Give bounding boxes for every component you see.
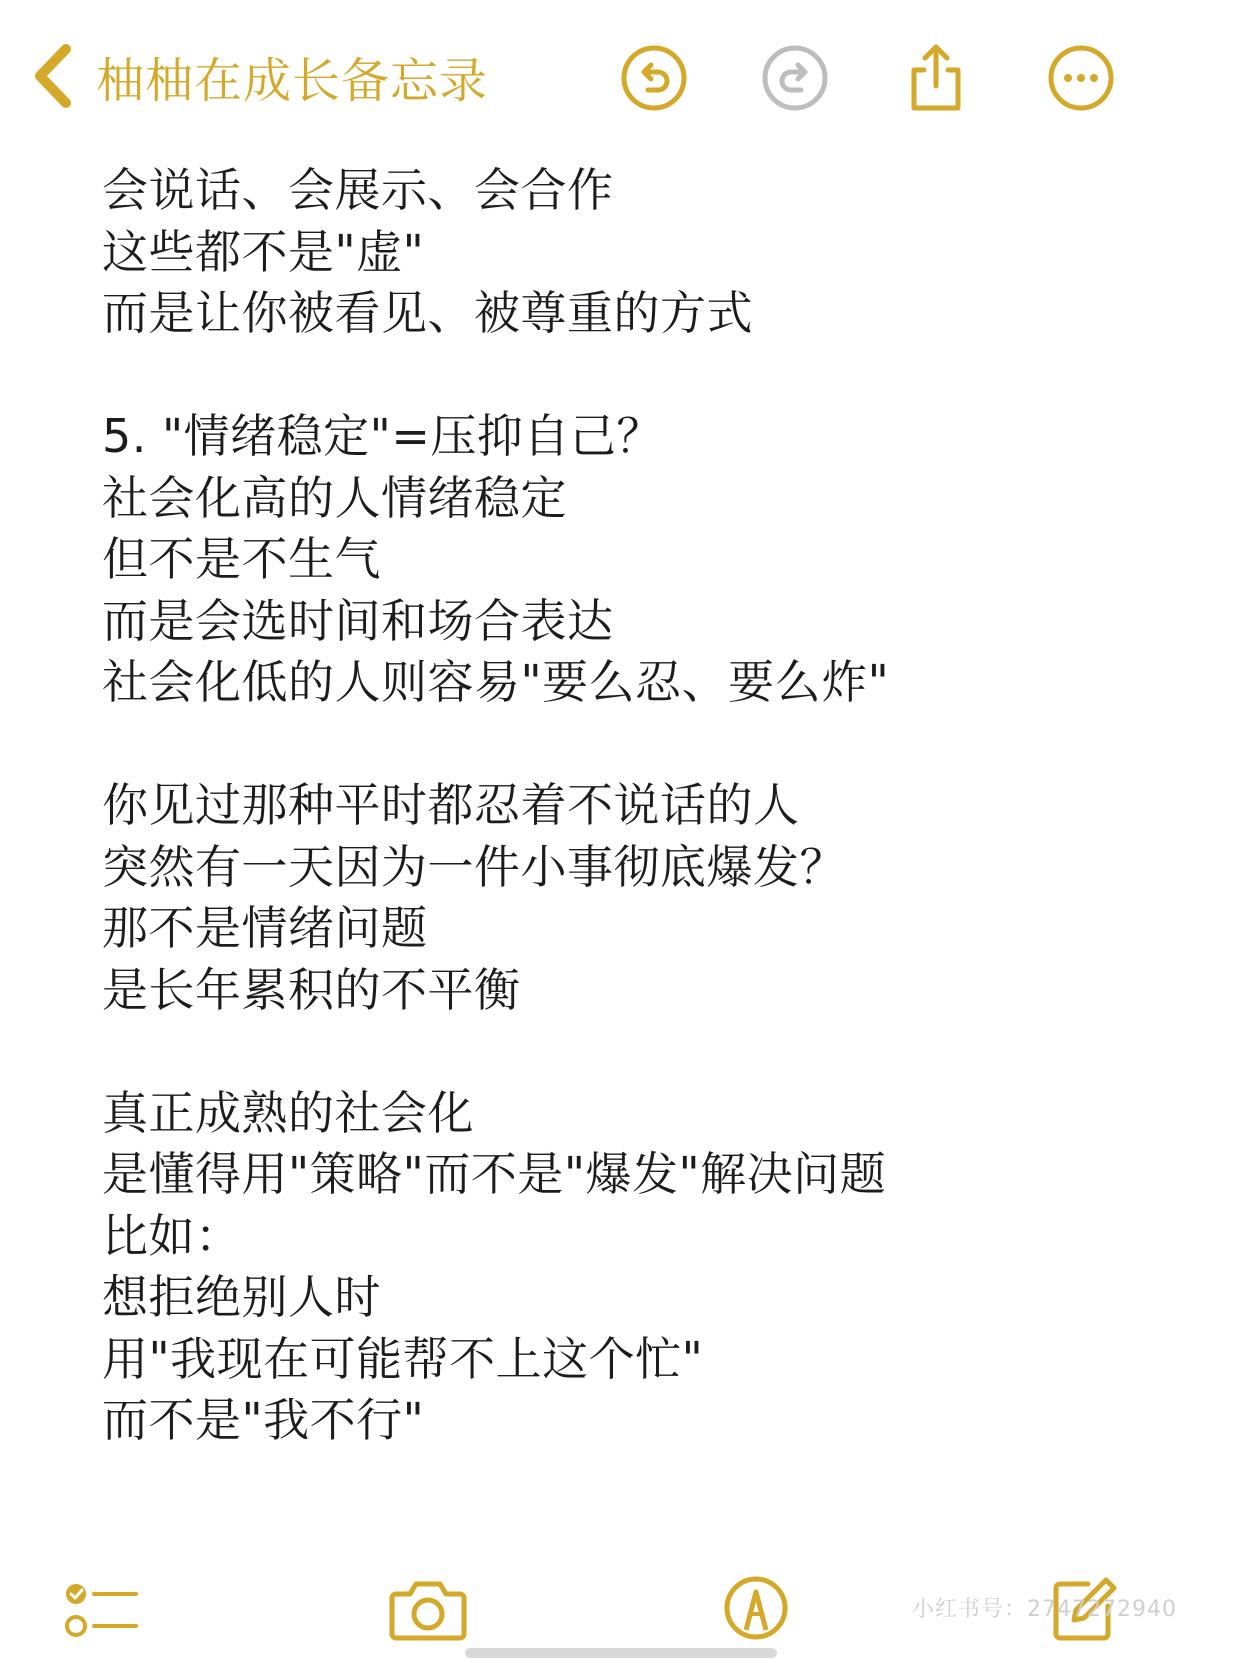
share-icon <box>900 42 972 114</box>
note-line: 是懂得用"策略"而不是"爆发"解决问题 <box>102 1147 887 1201</box>
camera-button[interactable] <box>388 1576 468 1642</box>
note-line: 想拒绝别人时 <box>102 1270 381 1324</box>
share-button[interactable] <box>900 42 972 114</box>
blank-line <box>102 345 1182 407</box>
undo-button[interactable] <box>618 42 690 114</box>
note-line: 社会化高的人情绪稳定 <box>102 470 567 525</box>
checklist-icon <box>62 1582 142 1642</box>
note-line: 这些都不是"虚" <box>102 224 425 279</box>
chevron-left-icon <box>30 41 76 111</box>
note-body[interactable] <box>102 160 1182 1452</box>
undo-icon <box>618 42 690 114</box>
camera-icon <box>388 1576 468 1642</box>
checklist-button[interactable] <box>62 1582 142 1642</box>
markup-pen-icon <box>722 1574 790 1642</box>
note-line: 用"我现在可能帮不上这个忙" <box>102 1331 704 1386</box>
watermark-text: 小红书号：2747272940 <box>912 1597 1177 1622</box>
note-line: 真正成熟的社会化 <box>102 1085 474 1140</box>
redo-icon <box>759 42 831 114</box>
note-line: 突然有一天因为一件小事彻底爆发？ <box>102 839 846 894</box>
note-line: 而是会选时间和场合表达 <box>102 593 614 648</box>
home-indicator <box>465 1648 777 1658</box>
markup-button[interactable] <box>722 1574 790 1642</box>
note-line: 比如： <box>102 1208 242 1263</box>
note-line: 而不是"我不行" <box>102 1393 425 1447</box>
note-line: 社会化低的人则容易"要么忍、要么炸" <box>102 655 890 709</box>
back-button[interactable] <box>30 36 488 116</box>
note-line: 而是让你被看见、被尊重的方式 <box>102 286 753 340</box>
more-icon <box>1045 42 1117 114</box>
blank-line <box>102 1021 1182 1083</box>
blank-line <box>102 714 1182 776</box>
note-line: 你见过那种平时都忍着不说话的人 <box>102 778 800 832</box>
note-line: 那不是情绪问题 <box>102 901 428 955</box>
more-button[interactable] <box>1045 42 1117 114</box>
navigation-bar <box>0 0 1242 150</box>
note-heading: 5. "情绪稳定"=压抑自己？ <box>102 409 663 463</box>
note-line: 会说话、会展示、会合作 <box>102 163 614 217</box>
note-line: 但不是不生气 <box>102 532 381 586</box>
note-line: 是长年累积的不平衡 <box>102 962 521 1017</box>
back-folder-label: 柚柚在成长备忘录 <box>96 52 489 109</box>
redo-button[interactable] <box>759 42 831 114</box>
